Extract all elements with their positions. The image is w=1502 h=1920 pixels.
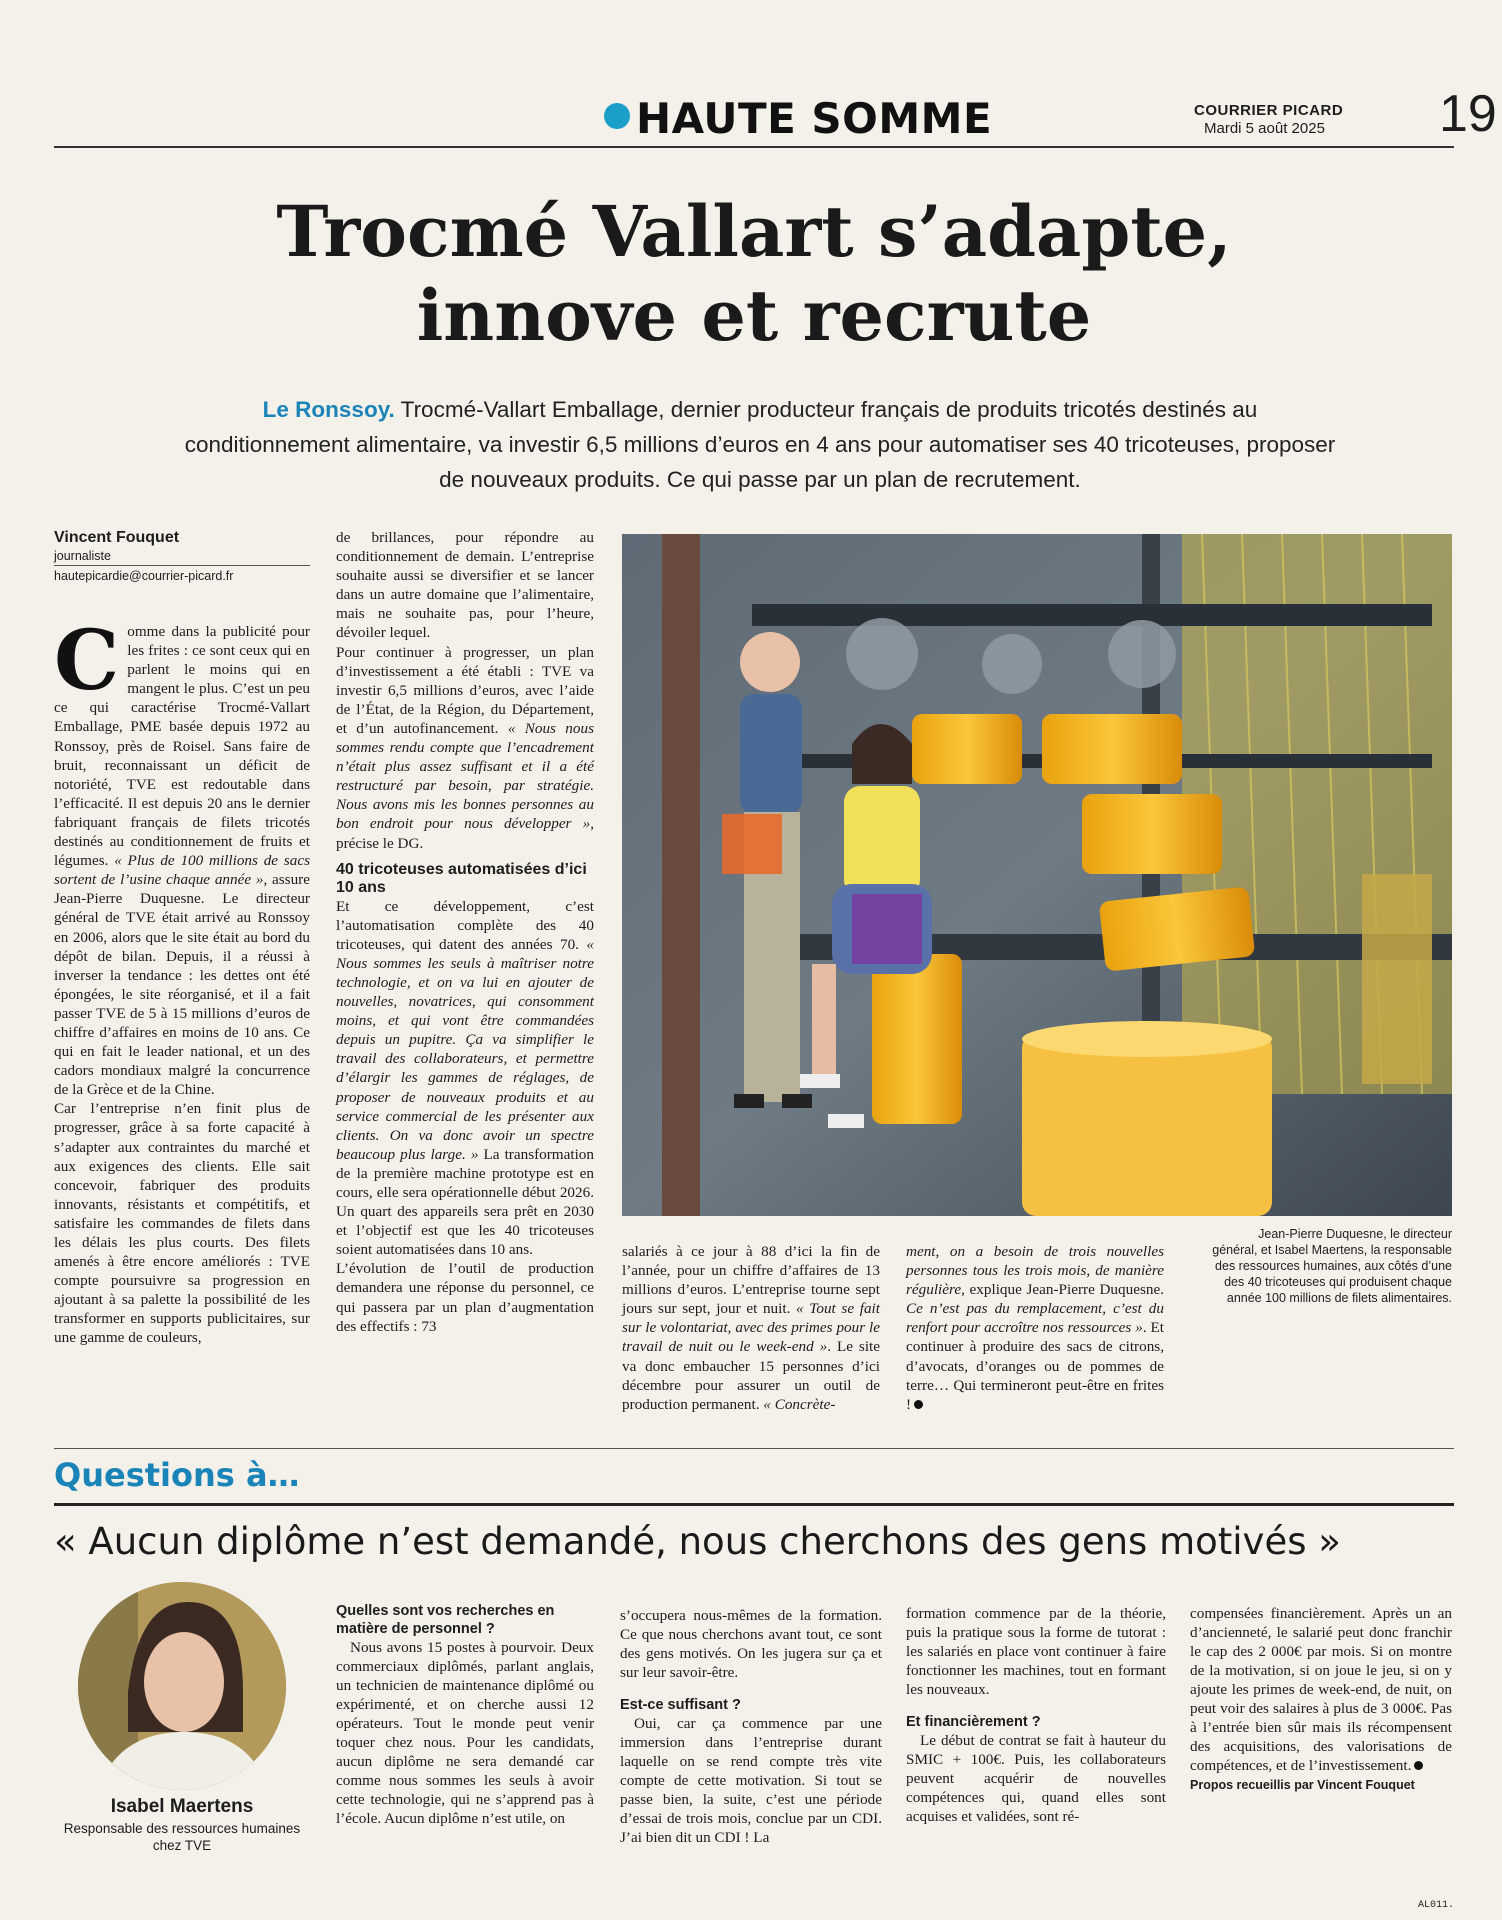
lead-location: Le Ronssoy.: [262, 397, 395, 422]
interview-question: Est-ce suffisant ?: [620, 1697, 741, 1713]
bullet-dot-icon: [604, 103, 630, 129]
photo-caption: Jean-Pierre Duquesne, le directeur général, et Isabel Maertens, la responsable des ressources humaines, aux côtés d’une des 40 tricoteuses qui produisent chaque année 100 millions de filets alimentaires.: [1212, 1227, 1452, 1305]
end-mark-icon: [914, 1400, 923, 1409]
interview-question: Et financièrement ?: [906, 1714, 1041, 1730]
article-paragraph: Car l’entreprise n’en finit plus de progresser, grâce à sa forte capacité à s’adapter aux contraintes du marché et aux exigences des clients. Elle sait concevoir, fabriquer des produits innovants, résistants et compétitifs, et satisfaire les commandes de filets dans les délais les plus courts. Des filets amenés à être encore améliorés : TVE compte poursuivre sa progression en ajoutant à sa palette la possibilité de les transformer en supports publicitaires, sur une gamme de couleurs,: [54, 1100, 310, 1347]
interview-answer: Oui, car ça commence par une immersion dans l’entreprise durant laquelle on se rend compte très vite compte de cette motivation. Si tout se passe bien, la suite, c’est une période d’essai de trois mois, conclue par un CDI. J’ai bien dit un CDI ! La: [620, 1715, 882, 1846]
end-mark-icon: [1414, 1761, 1423, 1770]
author-email: hautepicardie@courrier-picard.fr: [54, 565, 310, 583]
issue-date: Mardi 5 août 2025: [1204, 120, 1325, 137]
article-column-3: salariés à ce jour à 88 d’ici la fin de l’année, pour un chiffre d’affaires de 13 millions d’euros. L’entreprise tourne sept jours sur sept, jour et nuit. « Tout se fait sur le volontariat, avec des primes pour le travail de nuit ou le week-end ». Le site va donc embaucher 15 personnes d’ici décembre pour assurer un outil de production permanent. « Concrète-: [622, 1243, 880, 1413]
lead-paragraph: [180, 392, 1340, 497]
article-subhead: 40 tricoteuses automatisées d’ici 10 ans: [336, 860, 587, 896]
article-column-1: Comme dans la publicité pour les frites : ce sont ceux qui en parlent le moins qui en mangent le plus. C’est un peu ce qui caractérise Trocmé-Vallart Emballage, PME basée depuis 1972 au Ronssoy, près de Roisel. Sans faire de bruit, reconnaissant un déficit de notoriété, TVE est redoutable dans l’efficacité. Il est depuis 20 ans le dernier fabriquant français de filets tricotés destinés au conditionnement de fruits et légumes. « Plus de 100 millions de sacs sortent de l’usine chaque année », assure Jean-Pierre Duquesne. Le directeur général de TVE était arrivé au Ronssoy en 2006, alors que le site était au bord du dépôt de bilan. Depuis, il a réussi à inverser la tendance : les dettes ont été épongées, le site réorganisé, et il a fait passer TVE de 5 à 15 millions d’euros de chiffre d’affaires en moins de 10 ans. Ce qui en fait le leader national, et un des cadors mondiaux malgré la concurrence de la Grèce et de la Chine. Car l’entreprise n’en finit plus de progresser, grâce à sa forte capacité à s’adapter aux contraintes du marché et aux exigences des clients. Elle sait concevoir, fabriquer des produits innovants, résistants et compétitifs, et satisfaire les commandes de filets dans les délais les plus courts. Des filets amenés à être encore améliorés : TVE compte poursuivre sa progression en ajoutant à sa palette la possibilité de les transformer en supports publicitaires, sur une gamme de couleurs,: [54, 613, 310, 1347]
interview-column-3: formation commence par de la théorie, puis la pratique sous la forme de tutorat : les salariés en place vont continuer à faire fonctionner les machines, tout en formant les nouveaux. Et financièrement ? Le début de contrat se fait à hauteur du SMIC + 100€. Puis, les collaborateurs peuvent acquérir de nouvelles compétences qui, quand elles sont acquises et validées, sont ré-: [906, 1605, 1166, 1825]
article-column-2: de brillances, pour répondre au conditionnement de demain. L’entreprise souhaite aussi se diversifier et se lancer dans un autre domaine que l’alimentaire, mais ne souhaite pas, pour l’heure, dévoiler lequel. Pour continuer à progresser, un plan d’investissement a été établi : TVE va investir 6,5 millions d’euros, avec l’aide de l’État, de la Région, du Département, et d’un autofinancement. « Nous nous sommes rendu compte que l’encadrement n’était plus assez suffisant et il a été restructuré par besoin, par stratégie. Nous avons mis les bonnes personnes au bon endroit pour nous développer », précise le DG. 40 tricoteuses automatisées d’ici 10 ans Et ce développement, c’est l’automatisation complète des 40 tricoteuses, qui datent des années 70. « Nous sommes les seuls à maîtriser notre technologie, et on va lui en ajouter de nouvelles, novatrices, qui consomment moins, et qui vont être commandées depuis un pupitre. Ça va simplifier le travail des collaborateurs, et permettre d’élargir les gammes de réglages, de proposer de nouveaux produits et au service commercial de les présenter aux clients. On va donc avoir un spectre beaucoup plus large. » La transformation de la première machine prototype est en cours, elle sera opérationnelle début 2026. Un quart des appareils sera prêt en 2030 et l’objectif est que les 40 tricoteuses soient automatisées dans 10 ans. L’évolution de l’outil de production demandera une réponse du personnel, ce qui passera par un plan d’augmentation des effectifs : 73: [336, 529, 594, 1335]
portrait-photo: [78, 1582, 286, 1790]
interviewee-role: Responsable des ressources humaines chez TVE: [63, 1821, 301, 1853]
interviewee-name: Isabel Maertens: [110, 1796, 254, 1817]
article-column-4: ment, on a besoin de trois nouvelles personnes tous les trois mois, de manière régulière, explique Jean-Pierre Duquesne. Ce n’est pas du remplacement, c’est du renfort pour accroître nos ressources ». Et continuer à produire des sacs de citrons, d’avocats, d’oranges ou de pommes de terre… Qui termineront peut-être en frites !: [906, 1243, 1164, 1413]
page-number: 19: [1439, 85, 1497, 143]
headline-line-1: Trocmé Vallart s’adapte,: [276, 190, 1232, 273]
paper-name: COURRIER PICARD: [1194, 102, 1344, 119]
portrait-illustration: [78, 1582, 286, 1790]
article-photo: [622, 534, 1452, 1216]
section-title: HAUTE SOMME: [604, 94, 992, 143]
headline: [54, 190, 1454, 358]
interview-answer: Le début de contrat se fait à hauteur du SMIC + 100€. Puis, les collaborateurs peuvent acquérir de nouvelles compétences qui, quand elles sont acquises et validées, sont ré-: [906, 1732, 1166, 1825]
divider: [54, 1448, 1454, 1449]
author-role: journaliste: [54, 549, 111, 563]
interview-quote: « Aucun diplôme n’est demandé, nous cherchons des gens motivés »: [54, 1520, 1341, 1563]
byline: [54, 528, 310, 583]
author-name: Vincent Fouquet: [54, 529, 180, 546]
interview-question: Quelles sont vos recherches en matière de personnel ?: [336, 1603, 555, 1637]
interview-column-1: [336, 1602, 594, 1828]
lead-text: Trocmé-Vallart Emballage, dernier producteur français de produits tricotés destinés au conditionnement alimentaire, va investir 6,5 millions d’euros en 4 ans pour automatiser ses 40 tricoteuses, proposer de nouveaux produits. Ce qui passe par un plan de recrutement.: [184, 397, 1336, 492]
headline-line-2: innove et recrute: [416, 274, 1092, 357]
interview-title: Questions à…: [54, 1456, 300, 1494]
divider: [54, 1503, 1454, 1506]
page-code: AL011.: [1418, 1900, 1455, 1911]
interview-column-4: compensées financièrement. Après un an d’ancienneté, le salarié peut donc franchir le cap des 2 000€ par mois. Si on montre de la motivation, si on joue le jeu, si on y ajoute les primes de week-end, de nuit, on peut voir des salaires à plus de 3 000€. Pas à l’entrée bien sûr mais ils récompensent des acquisitions, des valorisations de compétences, et de l’investissement. Propos recueillis par Vincent Fouquet: [1190, 1605, 1452, 1792]
interview-credits: Propos recueillis par Vincent Fouquet: [1190, 1778, 1415, 1792]
interview-answer: Nous avons 15 postes à pourvoir. Deux commerciaux diplômés, parlant anglais, un technicien de maintenance diplômé ou expérimenté, et on cherche aussi 12 opérateurs. Tout le monde peut venir toquer chez nous. Pour les candidats, aucun diplôme ne sera demandé car comme nous sommes les seuls à avoir cette technologie, qui ne s’apprend pas à l’école. Aucun diplôme n’est utile, on: [336, 1639, 594, 1827]
drop-cap: C: [54, 613, 120, 709]
factory-photo-illustration: [622, 534, 1452, 1216]
interview-column-2: s’occupera nous-mêmes de la formation. Ce que nous cherchons avant tout, ce sont des gens motivés. On les jugera sur ça et sur leur savoir-être. Est-ce suffisant ? Oui, car ça commence par une immersion dans l’entreprise durant laquelle on se rend compte très vite compte de cette motivation. Si tout se passe bien, la suite, c’est une période d’essai de trois mois, conclue par un CDI. J’ai bien dit un CDI ! La: [620, 1607, 882, 1846]
page-header: [54, 82, 1497, 148]
